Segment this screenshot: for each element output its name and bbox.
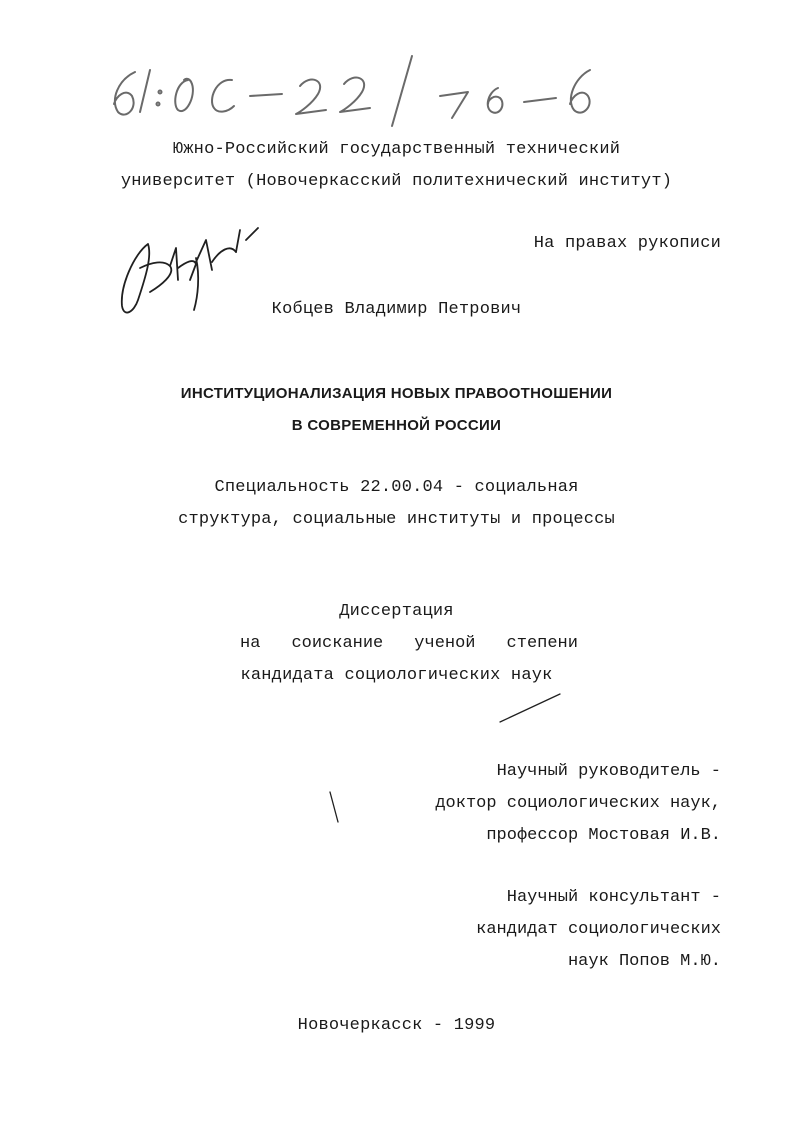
consultant-line3: наук Попов М.Ю. — [567, 952, 721, 971]
specialty-line1: Специальность 22.00.04 - социальная — [214, 478, 579, 497]
author-name: Кобцев Владимир Петрович — [271, 300, 522, 319]
consultant-line2: кандидат социологических — [476, 920, 721, 939]
dissertation-title-line2: В СОВРЕМЕННОЙ РОССИИ — [291, 417, 502, 434]
specialty-line2: структура, социальные институты и процессы — [178, 510, 615, 529]
supervisor-line2: доктор социологических наук, — [435, 794, 721, 813]
manuscript-rights-label: На правах рукописи — [533, 234, 721, 253]
dissertation-heading: Диссертация — [339, 602, 454, 621]
degree-word: ученой — [414, 634, 476, 653]
degree-word: степени — [506, 634, 578, 653]
place-and-year: Новочеркасск - 1999 — [297, 1016, 496, 1035]
degree-word: на — [240, 634, 261, 653]
dissertation-degree-line — [240, 634, 578, 654]
university-name-line1: Южно-Российский государственный технический — [172, 140, 621, 159]
archive-code-handwriting — [0, 0, 793, 140]
signature — [0, 0, 793, 340]
supervisor-line3: профессор Мостовая И.В. — [486, 826, 721, 845]
university-name-line2: университет (Новочеркасский политехнический институт) — [120, 172, 673, 191]
supervisor-line1: Научный руководитель - — [496, 762, 721, 781]
dissertation-field-line: кандидата социологических наук — [240, 666, 553, 685]
consultant-line1: Научный консультант - — [506, 888, 721, 907]
dissertation-title-line1: ИНСТИТУЦИОНАЛИЗАЦИЯ НОВЫХ ПРАВООТНОШЕНИИ — [180, 385, 613, 402]
degree-word: соискание — [291, 634, 384, 653]
